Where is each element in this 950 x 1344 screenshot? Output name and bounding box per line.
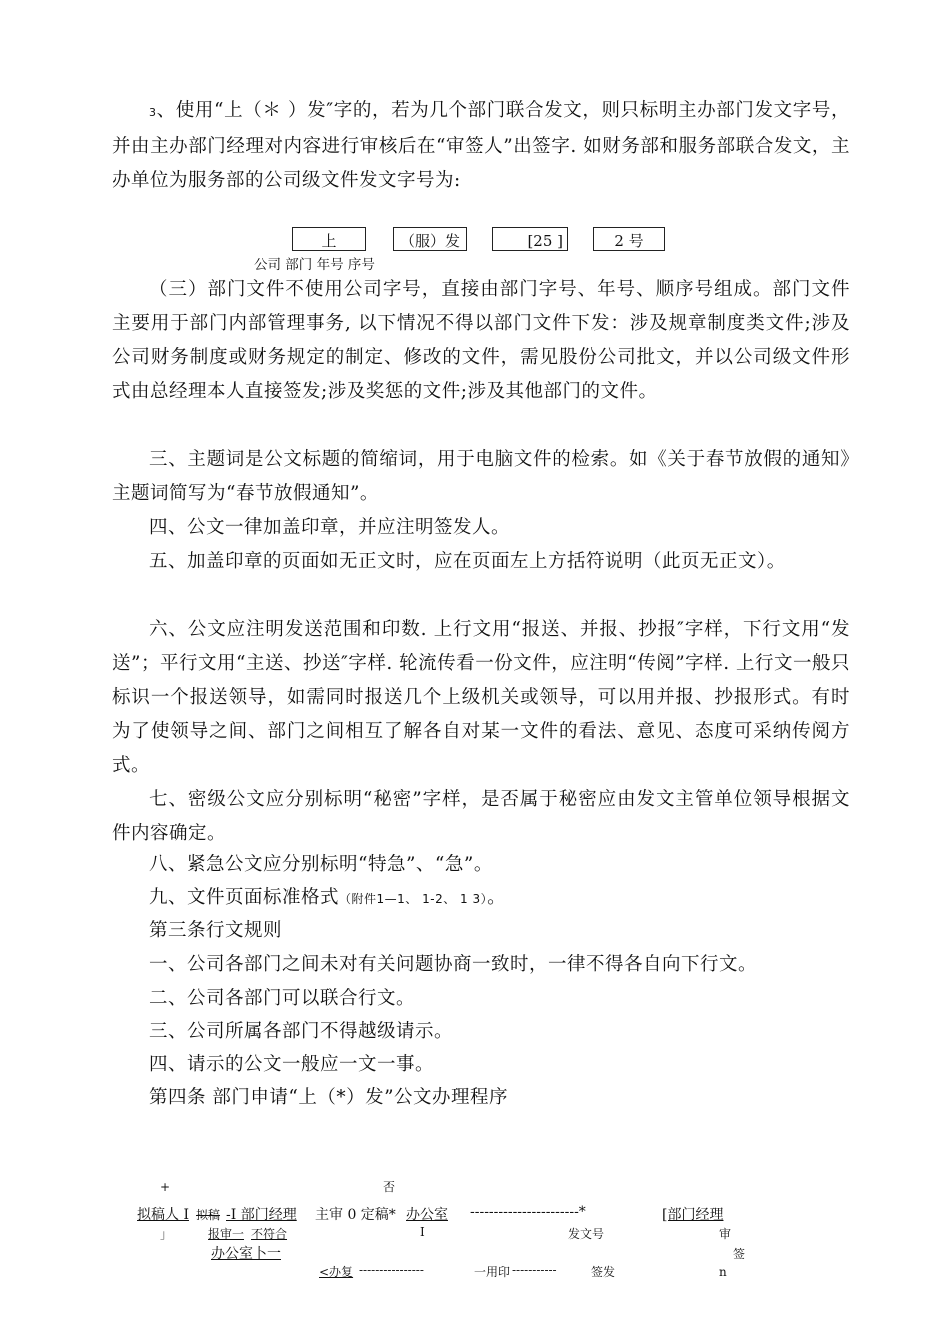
- docnum-box-company: 上: [292, 227, 366, 251]
- flow-qian: 签: [733, 1247, 746, 1261]
- flow-dashes-2: ----------------: [359, 1263, 424, 1277]
- paragraph-subject-words: 三、主题词是公文标题的简缩词，用于电脑文件的检索。如《关于春节放假的通知》主题词简写为“春节放假通知”。: [112, 449, 850, 504]
- flow-office: 办公室: [406, 1207, 448, 1223]
- format-annex: 1—1、 1-2、 1 3）: [376, 892, 488, 906]
- rule-2: 二、公司各部门可以联合行文。: [149, 988, 416, 1009]
- paragraph-urgent: 八、紧急公文应分别标明“特急”、“急”。: [149, 854, 493, 875]
- paragraph-seal: 四、公文一律加盖印章，并应注明签发人。: [149, 517, 511, 538]
- flow-draft-person: 拟稿人 I: [137, 1207, 189, 1223]
- docnum-box-year: [25 ]: [492, 227, 568, 251]
- flow-dashes-3: -----------: [512, 1263, 557, 1277]
- flow-no: 否: [383, 1180, 396, 1194]
- flow-n: n: [719, 1265, 727, 1279]
- paragraph-blank-page: 五、加盖印章的页面如无正文时，应在页面左上方括符说明（此页无正文）。: [149, 551, 786, 572]
- flow-draft-strike: 拟稿: [196, 1208, 221, 1222]
- flow-plus: +: [160, 1180, 171, 1194]
- paragraph-text: 、使用“上（＊ ）发″字的，若为几个部门联合发文，则只标明主办部门发文字号，并由主办部门经理对内容进行审核后在“审签人”出签字. 如财务部和服务部联合发文，主办单位为服务部的公司级文件发文字号为:: [112, 100, 850, 191]
- flow-dashes-1: -----------------------*: [470, 1204, 586, 1220]
- flow-report: 报审一: [208, 1227, 245, 1241]
- format-paren: （附件: [339, 892, 377, 906]
- paragraph-distribution: 六、公文应注明发送范围和印数. 上行文用“报送、并报、抄报″字样，下行文用“发送”；平行文用“主送、抄送″字样. 轮流传看一份文件，应注明“传阅”字样. 上行文一般只标识一个报送领导，如需同时报送几个上级机关或领导，可以用并报、抄报形式。有时为了使领导之间、部门之间相互了解各自对某一文件的看法、意见、态度可采纳传阅方式。: [112, 619, 850, 776]
- article-4-heading: 第四条 部门申请“上（*）发”公文办理程序: [149, 1087, 509, 1108]
- paragraph-department-files: （三）部门文件不使用公司字号，直接由部门字号、年号、顺序号组成。部门文件主要用于部门内部管理事务, 以下情况不得以部门文件下发：涉及规章制度类文件;涉及公司财务制度或财务规定的制定、修改的文件，需见股份公司批文，并以公司级文件形式由总经理本人直接签发;涉及奖惩的文件;涉及其他部门的文件。: [112, 279, 850, 402]
- article-3-heading: 第三条行文规则: [149, 920, 283, 941]
- flow-office-2: 办公室卜一: [211, 1246, 281, 1262]
- paragraph-secret: 七、密级公文应分别标明“秘密”字样，是否属于秘密应由发文主管单位领导根据文件内容确定。: [112, 789, 850, 844]
- flow-dept-manager-2: [部门经理: [662, 1207, 724, 1223]
- flow-shen: 审: [719, 1227, 732, 1241]
- docnum-box-sequence: 2 号: [593, 227, 665, 251]
- format-text: 九、文件页面标准格式: [149, 887, 340, 908]
- flow-not-match: 不符合: [251, 1227, 288, 1241]
- rule-1: 一、公司各部门之间未对有关问题协商一致时，一律不得各自向下行文。: [149, 954, 758, 975]
- flow-sign: 签发: [591, 1265, 616, 1279]
- flow-bar: I: [420, 1225, 425, 1239]
- paragraph-format: [149, 883, 506, 914]
- paragraph-joint-issue: [112, 94, 850, 198]
- flow-doc-number: 发文号: [568, 1227, 605, 1241]
- flow-review: 主审 0 定稿*: [315, 1207, 396, 1223]
- flow-dept-manager: -I 部门经理: [226, 1207, 297, 1223]
- flow-report-prefix: 」: [160, 1227, 173, 1241]
- rule-4: 四、请示的公文一般应一文一事。: [149, 1054, 435, 1075]
- rule-3: 三、公司所属各部门不得越级请示。: [149, 1021, 454, 1042]
- docnum-box-department: （服）发: [393, 227, 467, 251]
- docnum-caption: 公司 部门 年号 序号: [254, 257, 375, 273]
- format-end: 。: [487, 887, 507, 908]
- item-number: 3: [149, 106, 157, 119]
- flow-seal: 一用印: [474, 1265, 511, 1279]
- flow-return: <办复: [319, 1265, 354, 1279]
